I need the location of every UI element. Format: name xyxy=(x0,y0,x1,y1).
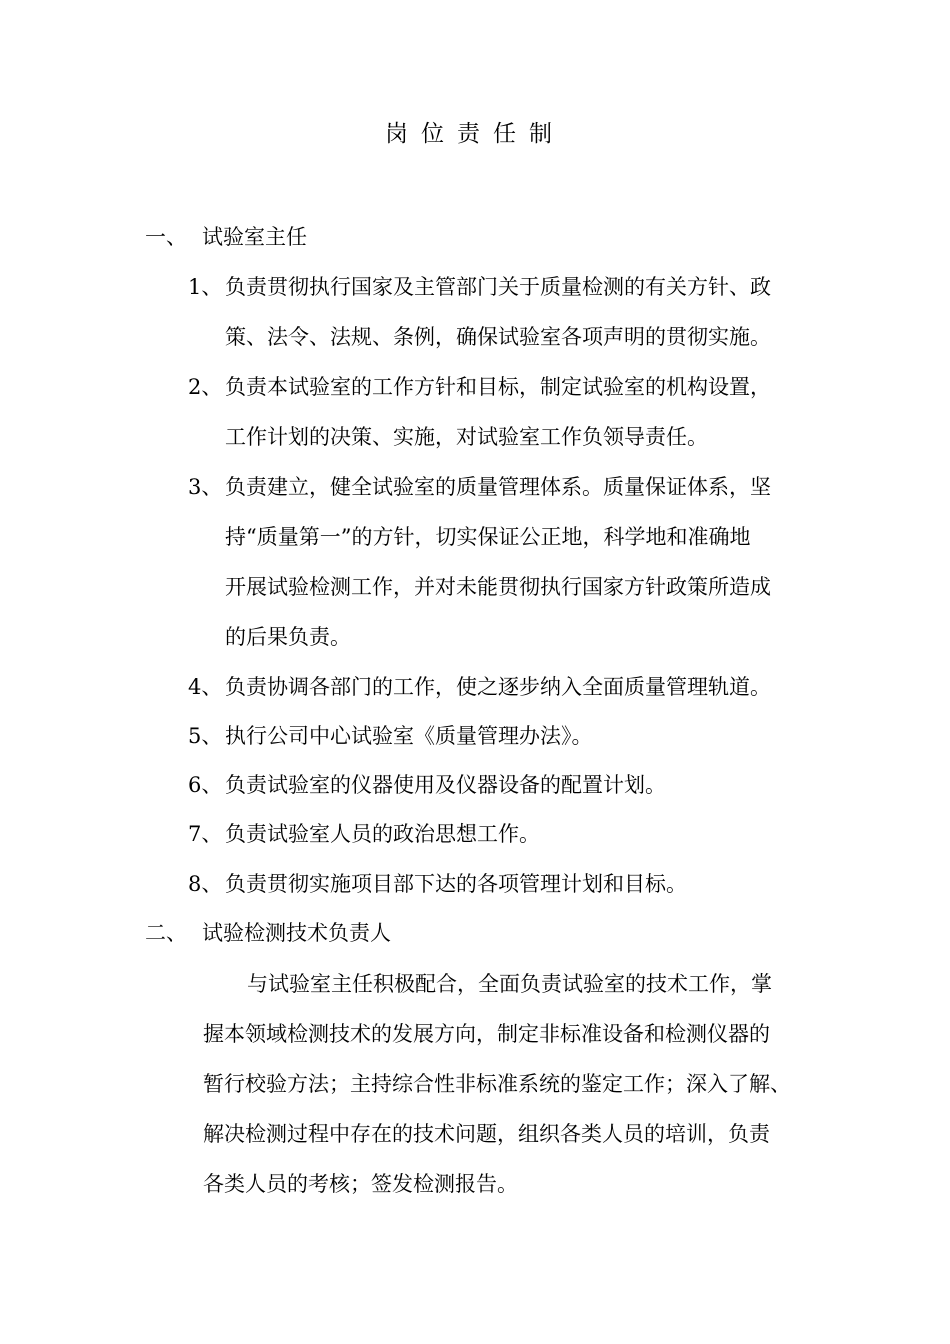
item-7-line-1: 负责试验室人员的政治思想工作。 xyxy=(225,822,540,846)
item-1-number: 1、 xyxy=(188,275,223,299)
section-2-paragraph-line-4: 解决检测过程中存在的技术问题，组织各类人员的培训，负责 xyxy=(203,1122,770,1146)
section-2-paragraph-line-3: 暂行校验方法；主持综合性非标准系统的鉴定工作；深入了解、 xyxy=(203,1072,791,1096)
item-1-line-1: 负责贯彻执行国家及主管部门关于质量检测的有关方针、政 xyxy=(225,275,771,299)
document-title: 岗位责任制 xyxy=(385,121,565,147)
item-1-line-2: 策、法令、法规、条例，确保试验室各项声明的贯彻实施。 xyxy=(225,325,771,349)
section-2-paragraph-line-5: 各类人员的考核；签发检测报告。 xyxy=(203,1172,518,1196)
item-8-line-1: 负责贯彻实施项目部下达的各项管理计划和目标。 xyxy=(225,872,687,896)
item-6-line-1: 负责试验室的仪器使用及仪器设备的配置计划。 xyxy=(225,773,666,797)
item-2-line-1: 负责本试验室的工作方针和目标，制定试验室的机构设置， xyxy=(225,375,771,399)
item-4-line-1: 负责协调各部门的工作，使之逐步纳入全面质量管理轨道。 xyxy=(225,675,771,699)
section-2-paragraph-line-2: 握本领域检测技术的发展方向，制定非标准设备和检测仪器的 xyxy=(203,1022,770,1046)
section-2-paragraph-line-1: 与试验室主任积极配合，全面负责试验室的技术工作，掌 xyxy=(247,972,772,996)
item-2-line-2: 工作计划的决策、实施，对试验室工作负领导责任。 xyxy=(225,425,708,449)
section-1-number: 一、 xyxy=(145,225,187,249)
item-4-number: 4、 xyxy=(188,675,223,699)
item-5-line-1: 执行公司中心试验室《质量管理办法》。 xyxy=(225,724,593,748)
item-2-number: 2、 xyxy=(188,375,223,399)
section-2-heading: 试验检测技术负责人 xyxy=(202,921,391,945)
item-8-number: 8、 xyxy=(188,872,223,896)
item-6-number: 6、 xyxy=(188,773,223,797)
item-5-number: 5、 xyxy=(188,724,223,748)
item-3-line-3: 开展试验检测工作，并对未能贯彻执行国家方针政策所造成 xyxy=(225,575,771,599)
item-3-line-2: 持“质量第一”的方针，切实保证公正地，科学地和准确地 xyxy=(225,525,751,549)
item-7-number: 7、 xyxy=(188,822,223,846)
item-3-line-4: 的后果负责。 xyxy=(225,625,351,649)
item-3-line-1: 负责建立，健全试验室的质量管理体系。质量保证体系，坚 xyxy=(225,475,771,499)
section-2-number: 二、 xyxy=(145,921,187,945)
item-3-number: 3、 xyxy=(188,475,223,499)
section-1-heading: 试验室主任 xyxy=(202,225,307,249)
